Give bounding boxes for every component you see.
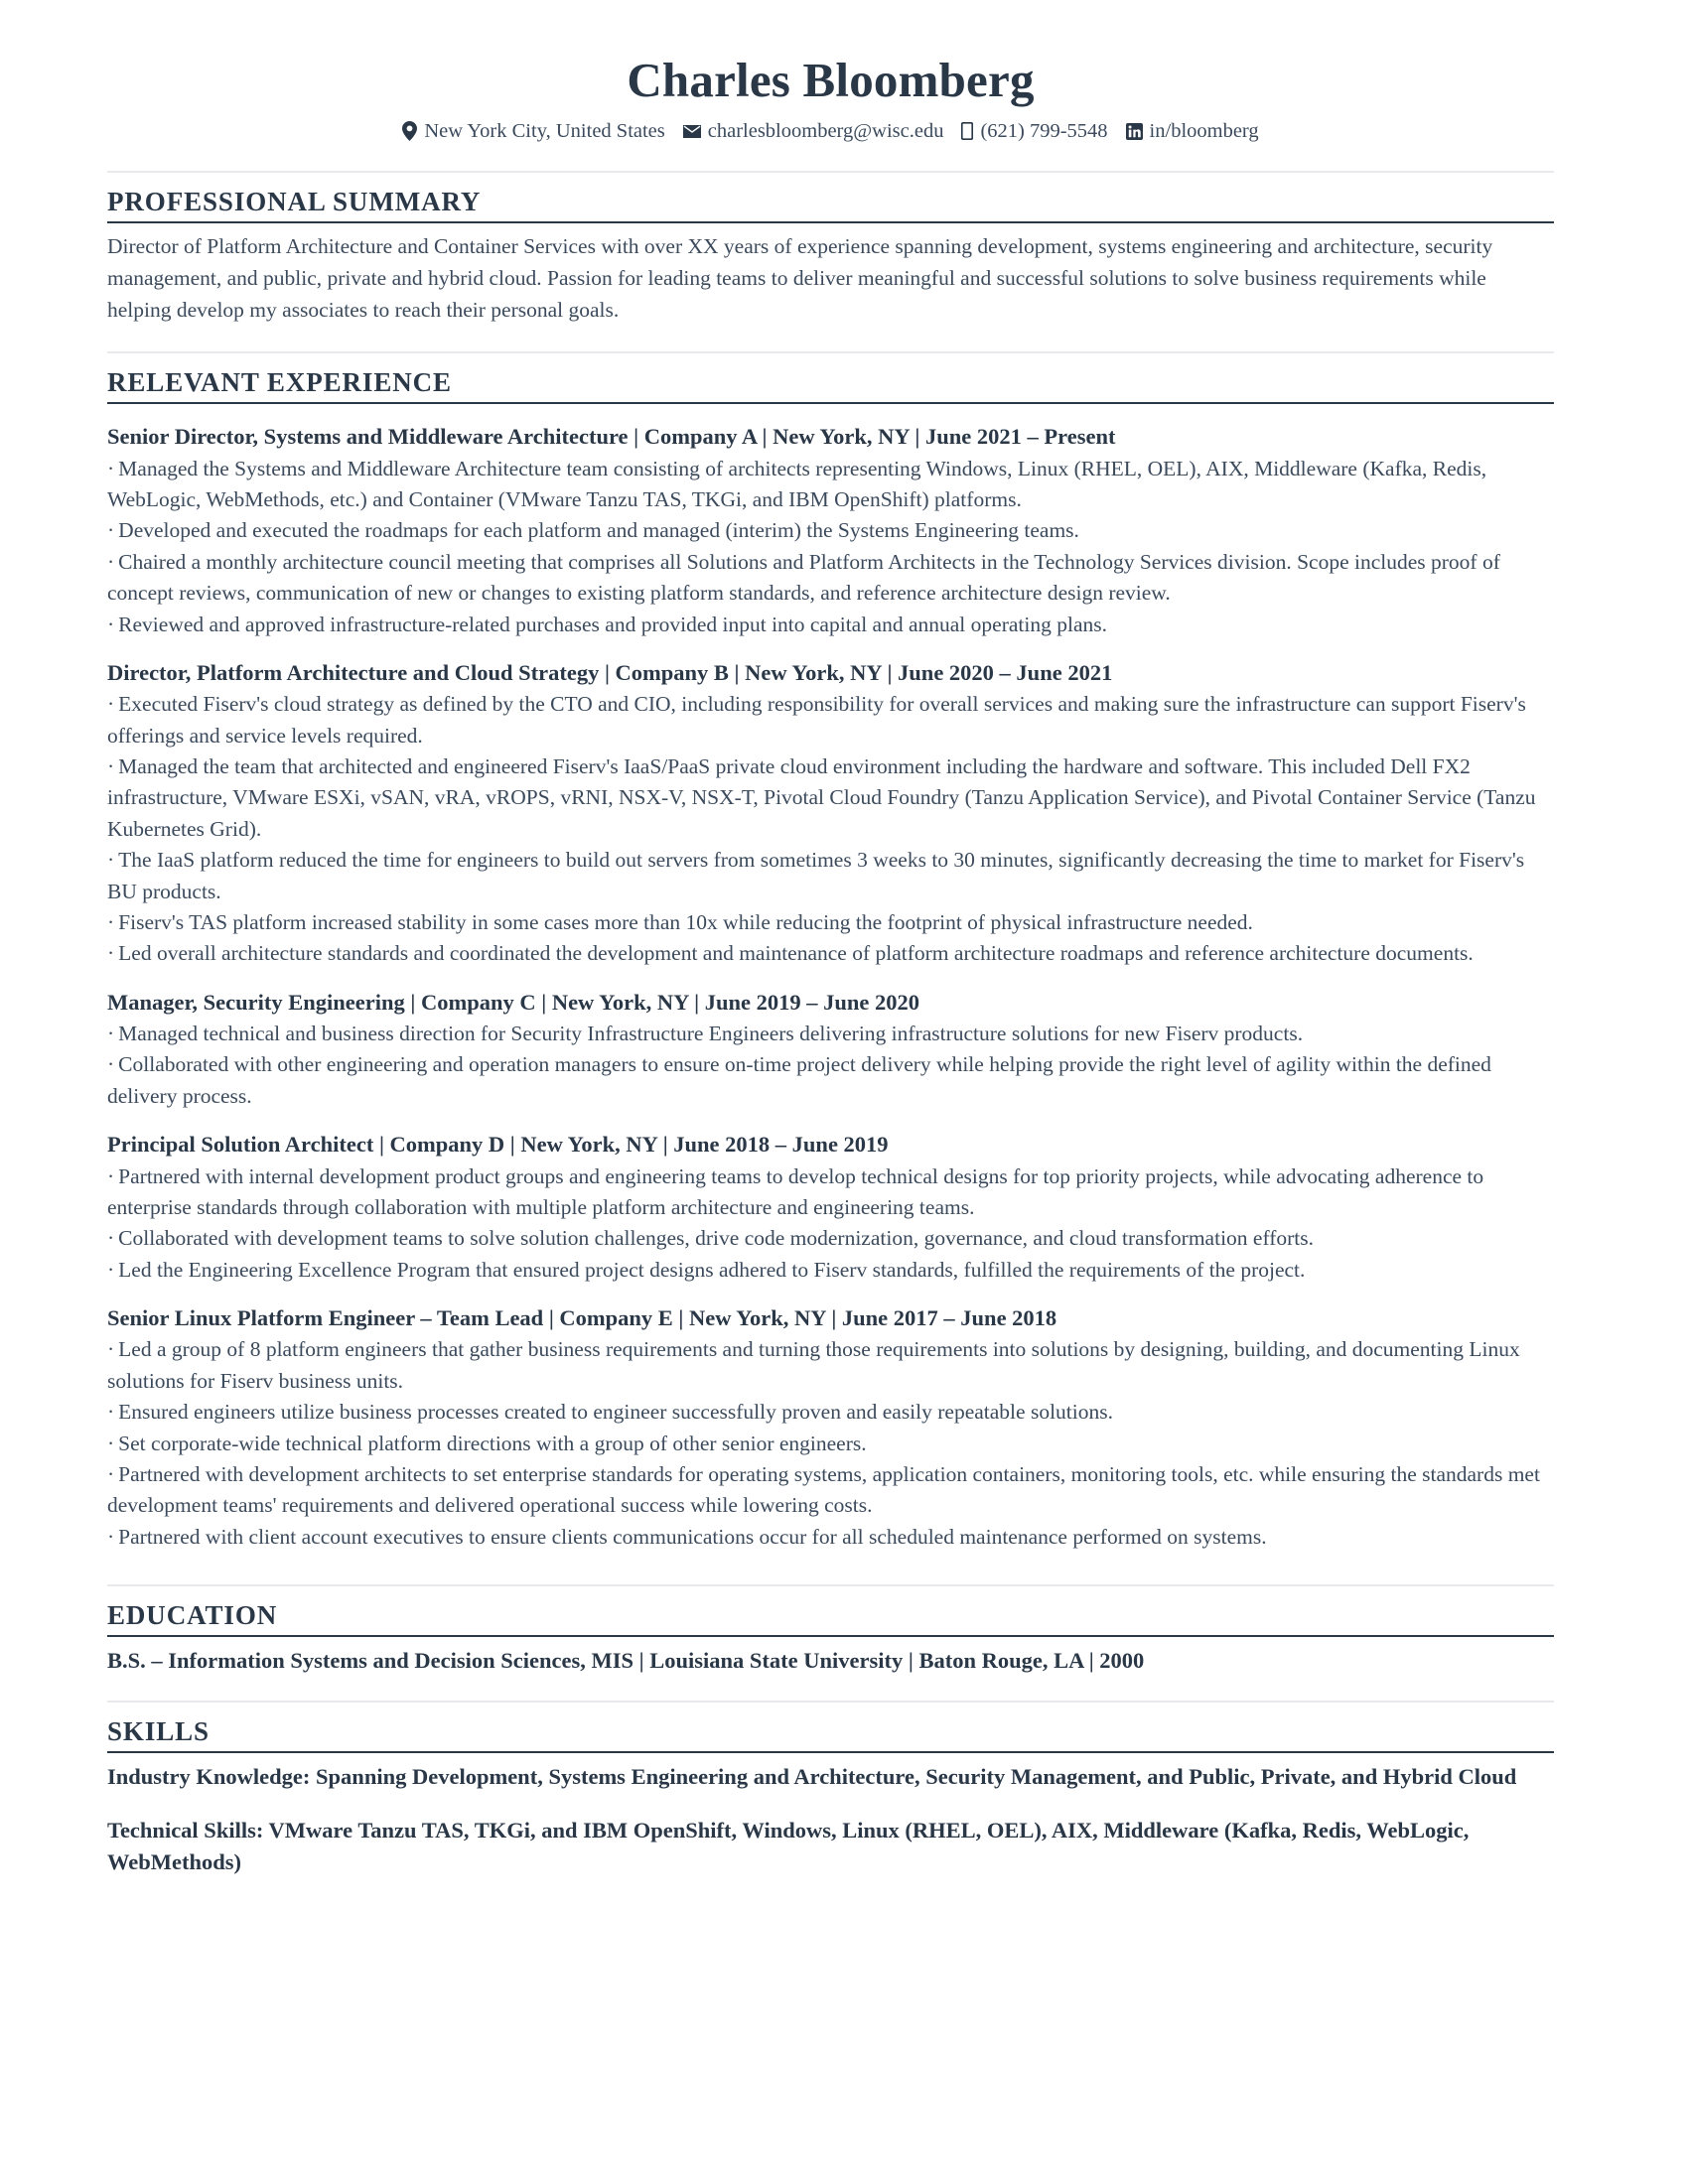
experience-bullet (107, 1049, 1554, 1112)
experience-bullet (107, 515, 1554, 546)
experience-bullet-text: Collaborated with other engineering and operation managers to ensure on-time project delivery while helping provide the right level of agility within the defined delivery process. (107, 1052, 1491, 1108)
experience-bullet-text: Reviewed and approved infrastructure-related purchases and provided input into capital and annual operating plans. (118, 612, 1107, 636)
bullet-marker-icon: · (107, 518, 115, 543)
experience-bullet (107, 1459, 1554, 1522)
experience-bullet (107, 907, 1554, 938)
phone-icon (961, 122, 973, 140)
section-title-education: EDUCATION (107, 1600, 278, 1631)
bullet-marker-icon: · (107, 1337, 115, 1362)
experience-bullet (107, 1019, 1554, 1049)
experience-bullet (107, 689, 1554, 751)
bullet-marker-icon: · (107, 1400, 115, 1425)
experience-bullet (107, 1397, 1554, 1428)
experience-bullet (107, 938, 1554, 969)
section-title-professional-summary: PROFESSIONAL SUMMARY (107, 187, 482, 217)
education-entry: B.S. – Information Systems and Decision Sciences, MIS | Louisiana State University | Baton Rouge, LA | 2000 (107, 1648, 1145, 1674)
experience-entry (107, 1303, 1554, 1553)
experience-bullets (107, 1019, 1554, 1112)
experience-heading: Principal Solution Architect | Company D | New York, NY | June 2018 – June 2019 (107, 1132, 889, 1158)
experience-bullet (107, 1223, 1554, 1254)
experience-bullet-text: Developed and executed the roadmaps for each platform and managed (interim) the Systems Engineering teams. (118, 518, 1079, 543)
experience-heading: Senior Linux Platform Engineer – Team Lead | Company E | New York, NY | June 2017 – June 2018 (107, 1305, 1057, 1331)
experience-bullet (107, 751, 1554, 845)
experience-bullet-text: Led the Engineering Excellence Program that ensured project designs adhered to Fiserv standards, fulfilled the requirements of the project. (118, 1257, 1306, 1282)
bullet-marker-icon: · (107, 1052, 115, 1077)
bullet-marker-icon: · (107, 848, 115, 873)
envelope-icon (683, 125, 701, 138)
experience-bullet (107, 1255, 1554, 1286)
linkedin-icon (1126, 123, 1143, 140)
experience-bullet-text: Partnered with client account executives to ensure clients communications occur for all scheduled maintenance performed on systems. (118, 1524, 1267, 1549)
experience-bullet (107, 845, 1554, 907)
experience-bullet (107, 1429, 1554, 1459)
experience-entry (107, 1130, 1554, 1286)
experience-heading: Senior Director, Systems and Middleware Architecture | Company A | New York, NY | June 2021 – Present (107, 424, 1116, 450)
experience-bullet-text: Fiserv's TAS platform increased stability in some cases more than 10x while reducing the footprint of physical infrastructure needed. (118, 909, 1253, 934)
bullet-marker-icon: · (107, 612, 115, 636)
experience-bullets (107, 1334, 1554, 1553)
section-rule-bottom (107, 402, 1554, 404)
experience-bullets (107, 1161, 1554, 1287)
experience-bullet (107, 1161, 1554, 1224)
experience-bullet (107, 1334, 1554, 1397)
experience-heading: Director, Platform Architecture and Cloud Strategy | Company B | New York, NY | June 2020 – June 2021 (107, 659, 1113, 685)
experience-bullets (107, 689, 1554, 969)
bullet-marker-icon: · (107, 1163, 115, 1188)
experience-bullets (107, 454, 1554, 640)
candidate-name: Charles Bloomberg (627, 53, 1035, 107)
experience-bullet-text: The IaaS platform reduced the time for engineers to build out servers from sometimes 3 weeks to 30 minutes, significantly decreasing the time to market for Fiserv's BU products. (107, 848, 1525, 903)
location-pin-icon (402, 121, 417, 141)
skills-entry-technical-skills: Technical Skills: VMware Tanzu TAS, TKGi, and IBM OpenShift, Windows, Linux (RHEL, OEL), AIX, Middleware (Kafka, Redis, WebLogic, WebMethods) (107, 1817, 1470, 1874)
experience-bullet (107, 610, 1554, 640)
experience-entry (107, 422, 1554, 640)
experience-entry (107, 988, 1554, 1113)
experience-bullet-text: Led a group of 8 platform engineers that gather business requirements and turning those requirements into solutions by designing, building, and documenting Linux solutions for Fiserv business units. (107, 1337, 1520, 1393)
experience-bullet-text: Led overall architecture standards and coordinated the development and maintenance of platform architecture roadmaps and reference architecture documents. (118, 941, 1474, 966)
bullet-marker-icon: · (107, 549, 115, 574)
experience-heading: Manager, Security Engineering | Company C | New York, NY | June 2019 – June 2020 (107, 989, 919, 1015)
bullet-marker-icon: · (107, 692, 115, 717)
contact-location (402, 119, 664, 144)
contact-linkedin (1126, 119, 1259, 144)
contact-location-text: New York City, United States (424, 119, 665, 142)
section-rule-bottom (107, 221, 1554, 223)
experience-bullet-text: Collaborated with development teams to solve solution challenges, drive code modernization, governance, and cloud transformation efforts. (118, 1226, 1315, 1251)
experience-bullet-text: Partnered with development architects to set enterprise standards for operating systems, application containers, monitoring tools, etc. while ensuring the standards met development teams' requirements and delivered operational success while lowering costs. (107, 1461, 1540, 1518)
section-title-skills: SKILLS (107, 1715, 210, 1746)
contact-linkedin-text: in/bloomberg (1149, 119, 1259, 142)
skills-entry-industry-knowledge: Industry Knowledge: Spanning Development, Systems Engineering and Architecture, Security Management, and Public, Private, and Hybrid Cloud (107, 1763, 1517, 1789)
bullet-marker-icon: · (107, 941, 115, 966)
resume-header (107, 52, 1554, 157)
section-rule-bottom (107, 1635, 1554, 1637)
experience-bullet (107, 1522, 1554, 1553)
experience-bullet (107, 547, 1554, 610)
bullet-marker-icon: · (107, 1226, 115, 1251)
bullet-marker-icon: · (107, 1524, 115, 1549)
bullet-marker-icon: · (107, 456, 115, 480)
section-professional-summary (107, 171, 1554, 326)
contact-line (107, 119, 1554, 144)
experience-entry (107, 658, 1554, 970)
section-education (107, 1584, 1554, 1677)
experience-bullet-text: Managed the Systems and Middleware Architecture team consisting of architects representing Windows, Linux (RHEL, OEL), AIX, Middleware (Kafka, Redis, WebLogic, WebMethods, etc.) and Container (VMware Tanzu TAS, TKGi, and IBM OpenShift) platforms. (107, 456, 1487, 512)
bullet-marker-icon: · (107, 1257, 115, 1282)
professional-summary-text: Director of Platform Architecture and Container Services with over XX years of experience spanning development, systems engineering and architecture, security management, and public, private and hybrid cloud. Passion for leading teams to deliver meaningful and successful solutions to solve business requirements while helping develop my associates to reach their personal goals. (107, 234, 1493, 322)
section-relevant-experience (107, 351, 1554, 1553)
section-skills (107, 1701, 1554, 1878)
experience-bullet-text: Chaired a monthly architecture council meeting that comprises all Solutions and Platform Architects in the Technology Services division. Scope includes proof of concept reviews, communication of new or changes to existing platform standards, and reference architecture design review. (107, 549, 1500, 606)
contact-email-text: charlesbloomberg@wisc.edu (707, 119, 944, 142)
experience-bullet (107, 454, 1554, 516)
experience-bullet-text: Executed Fiserv's cloud strategy as defined by the CTO and CIO, including responsibility for overall services and making sure the infrastructure can support Fiserv's offerings and service levels required. (107, 692, 1526, 748)
section-rule-bottom (107, 1751, 1554, 1753)
section-title-relevant-experience: RELEVANT EXPERIENCE (107, 367, 452, 398)
bullet-marker-icon: · (107, 1431, 115, 1455)
contact-phone (961, 119, 1107, 144)
experience-bullet-text: Set corporate-wide technical platform directions with a group of other senior engineers. (118, 1431, 867, 1455)
contact-phone-text: (621) 799-5548 (980, 119, 1108, 142)
experience-bullet-text: Managed the team that architected and engineered Fiserv's IaaS/PaaS private cloud environment including the hardware and software. This included Dell FX2 infrastructure, VMware ESXi, vSAN, vRA, vROPS, vRNI, NSX-V, NSX-T, Pivotal Cloud Foundry (Tanzu Application Service), and Pivotal Container Service (Tanzu Kubernetes Grid). (107, 754, 1536, 841)
bullet-marker-icon: · (107, 909, 115, 934)
contact-email (683, 119, 944, 144)
bullet-marker-icon: · (107, 754, 115, 779)
bullet-marker-icon: · (107, 1461, 115, 1486)
experience-bullet-text: Partnered with internal development product groups and engineering teams to develop technical designs for top priority projects, while advocating adherence to enterprise standards through collaboration with multiple platform architecture and engineering teams. (107, 1163, 1484, 1219)
bullet-marker-icon: · (107, 1022, 115, 1046)
experience-bullet-text: Managed technical and business direction for Security Infrastructure Engineers delivering infrastructure solutions for new Fiserv products. (118, 1022, 1304, 1046)
experience-bullet-text: Ensured engineers utilize business processes created to engineer successfully proven and easily repeatable solutions. (118, 1400, 1113, 1425)
